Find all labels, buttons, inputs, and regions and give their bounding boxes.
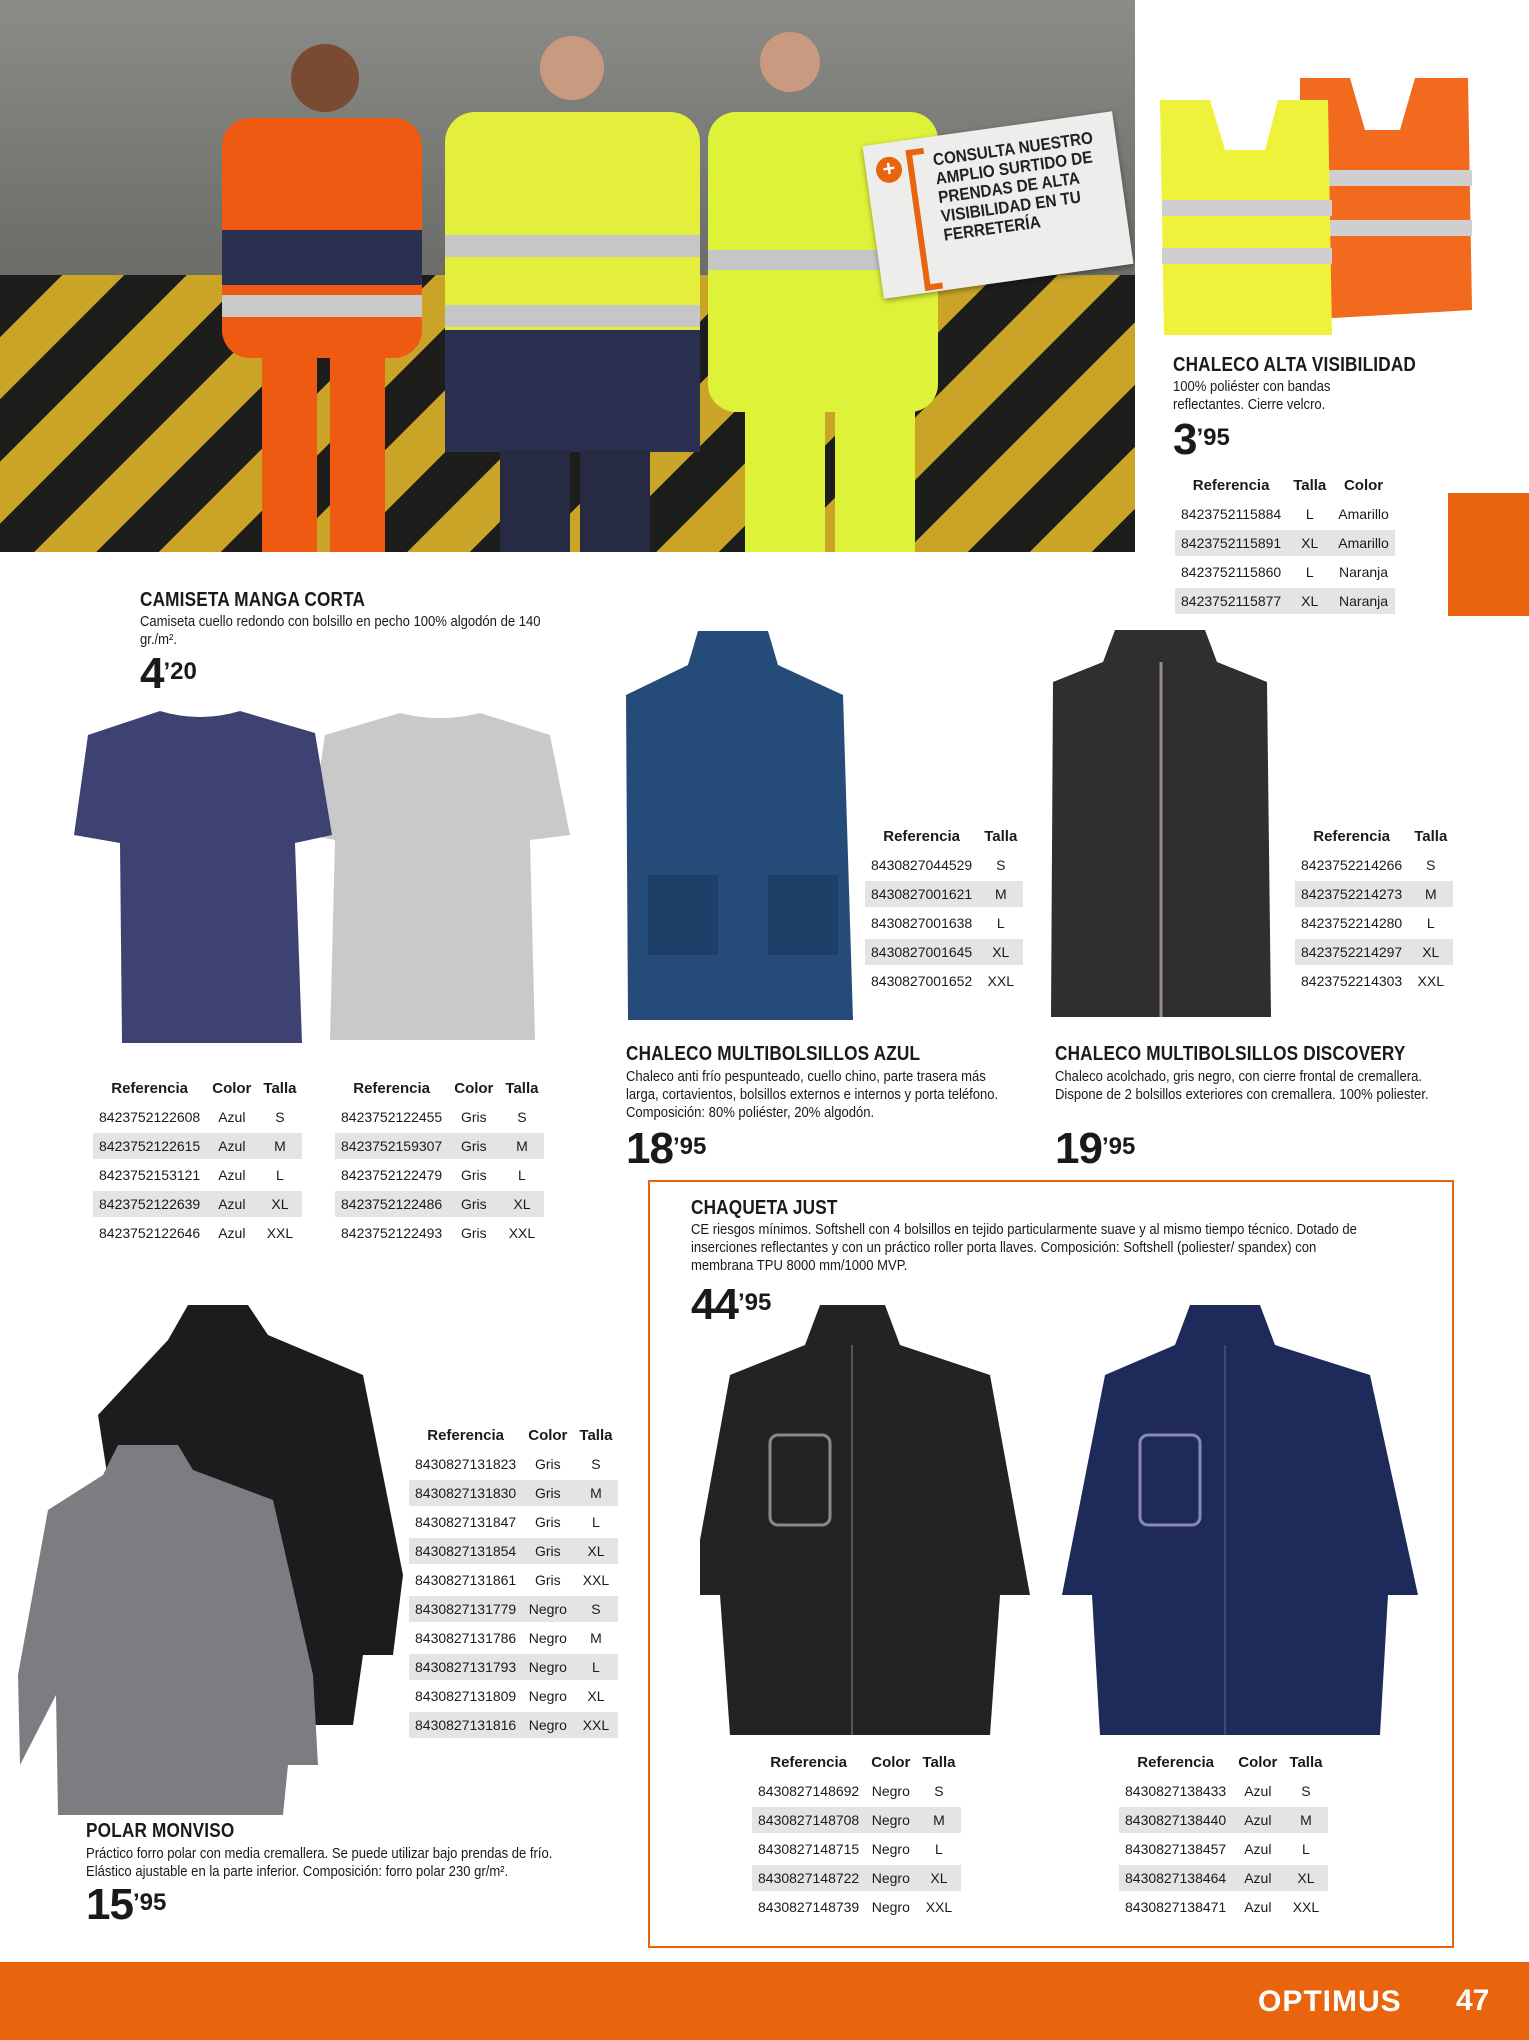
- table-cell: Naranja: [1332, 559, 1395, 585]
- table-cell: 8430827001638: [865, 910, 978, 936]
- table-cell: S: [573, 1451, 618, 1477]
- table-cell: 8430827044529: [865, 852, 978, 878]
- price-decimal: ’95: [1196, 424, 1230, 451]
- price-integer: 44: [691, 1280, 738, 1329]
- table-cell: 8430827131779: [409, 1596, 522, 1622]
- table-row: [865, 939, 1023, 965]
- chaqueta-just-title: CHAQUETA JUST: [691, 1197, 838, 1219]
- table-cell: 8423752214273: [1295, 881, 1408, 907]
- table-cell: 8423752214303: [1295, 968, 1408, 994]
- column-header: Referencia: [1192, 477, 1270, 494]
- table-cell: 8423752122455: [335, 1104, 448, 1130]
- table-cell: Azul: [206, 1133, 257, 1159]
- hero-photo: [0, 0, 1135, 552]
- table-cell: 8423752115884: [1175, 501, 1287, 527]
- table-row: [409, 1451, 618, 1477]
- table-row: [409, 1567, 618, 1593]
- table-cell: Azul: [206, 1162, 257, 1188]
- table-cell: M: [573, 1625, 618, 1651]
- column-header: Referencia: [770, 1754, 847, 1771]
- table-cell: 8430827138457: [1119, 1836, 1232, 1862]
- chaleco-azul-desc: Chaleco anti frío pespunteado, cuello chino, parte trasera más larga, cortavientos, bolsillos externos e internos y porta teléfono. Composición: 80% poliéster, 20% algodón.: [626, 1069, 999, 1121]
- table-cell: 8423752122615: [93, 1133, 206, 1159]
- plus-icon: +: [874, 155, 903, 184]
- table-cell: XL: [573, 1538, 618, 1564]
- table-cell: Gris: [448, 1133, 499, 1159]
- table-row: [335, 1104, 544, 1130]
- table-cell: 8430827131786: [409, 1625, 522, 1651]
- table-row: [865, 910, 1023, 936]
- table-cell: 8430827131809: [409, 1683, 522, 1709]
- table-cell: XXL: [978, 968, 1023, 994]
- table-cell: XL: [499, 1191, 544, 1217]
- column-header: Talla: [505, 1080, 539, 1097]
- table-cell: L: [499, 1162, 544, 1188]
- price-decimal: ’95: [132, 1889, 167, 1916]
- column-header: Referencia: [1313, 828, 1390, 845]
- price-integer: 19: [1055, 1124, 1102, 1173]
- table-cell: L: [978, 910, 1023, 936]
- chaleco-alta-table: [1175, 472, 1395, 617]
- table-cell: Azul: [1232, 1836, 1283, 1862]
- table-cell: 8430827001645: [865, 939, 978, 965]
- table-row: [409, 1596, 618, 1622]
- table-row: [1295, 910, 1453, 936]
- fleece-image: [18, 1295, 408, 1835]
- table-cell: XXL: [499, 1220, 544, 1246]
- table-cell: 8423752214280: [1295, 910, 1408, 936]
- table-cell: XXL: [1408, 968, 1453, 994]
- table-cell: Naranja: [1332, 588, 1395, 614]
- table-row: [335, 1220, 544, 1246]
- table-cell: XL: [916, 1865, 961, 1891]
- column-header: Talla: [922, 1754, 956, 1771]
- table-cell: Gris: [522, 1538, 573, 1564]
- chaleco-alta-desc: 100% poliéster con bandas reflectantes. Cierre velcro.: [1173, 379, 1331, 413]
- table-cell: XXL: [257, 1220, 302, 1246]
- table-row: [93, 1104, 302, 1130]
- column-header: Talla: [1414, 828, 1448, 845]
- table-cell: 8430827131816: [409, 1712, 522, 1738]
- chaleco-discovery-desc: Chaleco acolchado, gris negro, con cierre frontal de cremallera. Dispone de 2 bolsillos exteriores con cremallera. 100% poliester.: [1055, 1069, 1429, 1103]
- tshirts-image: [70, 705, 580, 1045]
- table-cell: L: [573, 1654, 618, 1680]
- table-cell: 8430827131830: [409, 1480, 522, 1506]
- camiseta-gris-table: [335, 1075, 544, 1249]
- table-cell: M: [1408, 881, 1453, 907]
- table-row: [335, 1191, 544, 1217]
- brand-logo: OPTIMUS: [1258, 1985, 1402, 2018]
- chaleco-azul-title: CHALECO MULTIBOLSILLOS AZUL: [626, 1043, 921, 1065]
- table-cell: 8423752122608: [93, 1104, 206, 1130]
- table-row: [752, 1807, 961, 1833]
- table-cell: Azul: [206, 1104, 257, 1130]
- table-header: [409, 1425, 618, 1448]
- table-cell: Negro: [865, 1778, 916, 1804]
- table-header: [752, 1752, 961, 1775]
- column-header: Color: [871, 1754, 911, 1771]
- table-cell: Gris: [448, 1220, 499, 1246]
- chaqueta-azul-table: [1119, 1749, 1328, 1923]
- table-cell: 8423752153121: [93, 1162, 206, 1188]
- table-cell: M: [1283, 1807, 1328, 1833]
- table-row: [1175, 501, 1395, 527]
- table-cell: XL: [257, 1191, 302, 1217]
- table-cell: 8430827138471: [1119, 1894, 1232, 1920]
- table-cell: M: [573, 1480, 618, 1506]
- table-row: [1295, 852, 1453, 878]
- table-cell: 8423752115860: [1175, 559, 1287, 585]
- table-cell: Negro: [865, 1836, 916, 1862]
- column-header: Referencia: [883, 828, 960, 845]
- column-header: Color: [1343, 477, 1384, 494]
- table-cell: 8423752122646: [93, 1220, 206, 1246]
- table-cell: XXL: [916, 1894, 961, 1920]
- footer-bar: [0, 1962, 1529, 2040]
- column-header: Color: [454, 1080, 494, 1097]
- table-cell: 8430827131823: [409, 1451, 522, 1477]
- table-cell: XXL: [573, 1712, 618, 1738]
- polar-table: [409, 1422, 618, 1741]
- camiseta-price: [140, 649, 197, 698]
- column-header: Referencia: [353, 1080, 430, 1097]
- polar-price: [86, 1880, 167, 1929]
- table-cell: S: [1408, 852, 1453, 878]
- table-cell: 8430827148722: [752, 1865, 865, 1891]
- column-header: Talla: [984, 828, 1018, 845]
- jackets-image: [700, 1295, 1430, 1745]
- table-cell: Negro: [865, 1865, 916, 1891]
- table-cell: Negro: [522, 1654, 573, 1680]
- table-cell: 8423752122486: [335, 1191, 448, 1217]
- chaleco-discovery-title: CHALECO MULTIBOLSILLOS DISCOVERY: [1055, 1043, 1406, 1065]
- table-cell: M: [499, 1133, 544, 1159]
- table-cell: Azul: [206, 1191, 257, 1217]
- table-row: [409, 1625, 618, 1651]
- chaleco-azul-table: [865, 823, 1023, 997]
- section-tab: [1448, 493, 1529, 616]
- table-cell: Negro: [522, 1712, 573, 1738]
- table-cell: 8423752159307: [335, 1133, 448, 1159]
- table-row: [1175, 530, 1395, 556]
- table-cell: 8423752115891: [1175, 530, 1287, 556]
- table-cell: 8423752122479: [335, 1162, 448, 1188]
- table-cell: Amarillo: [1332, 501, 1395, 527]
- table-cell: Negro: [522, 1596, 573, 1622]
- table-header: [1175, 475, 1395, 498]
- table-row: [93, 1162, 302, 1188]
- table-cell: S: [257, 1104, 302, 1130]
- chaleco-alta-price: [1173, 415, 1230, 464]
- table-cell: Gris: [522, 1509, 573, 1535]
- table-cell: M: [978, 881, 1023, 907]
- table-cell: L: [1283, 1836, 1328, 1862]
- table-cell: 8423752122493: [335, 1220, 448, 1246]
- price-decimal: ’95: [672, 1133, 707, 1160]
- table-cell: 8430827138440: [1119, 1807, 1232, 1833]
- table-cell: L: [1287, 501, 1332, 527]
- table-cell: L: [573, 1509, 618, 1535]
- table-cell: Azul: [1232, 1807, 1283, 1833]
- table-row: [1295, 939, 1453, 965]
- table-cell: L: [1287, 559, 1332, 585]
- price-decimal: ’20: [163, 658, 197, 685]
- column-header: Talla: [263, 1080, 297, 1097]
- promo-text: CONSULTA NUESTRO AMPLIO SURTIDO DE PRENDAS DE ALTA VISIBILIDAD EN TU FERRETERÍA: [931, 128, 1095, 245]
- table-cell: XL: [1287, 588, 1332, 614]
- column-header: Talla: [1289, 1754, 1323, 1771]
- camiseta-azul-table: [93, 1075, 302, 1249]
- table-cell: 8423752122639: [93, 1191, 206, 1217]
- price-integer: 3: [1173, 415, 1197, 464]
- table-cell: M: [916, 1807, 961, 1833]
- table-row: [752, 1836, 961, 1862]
- table-row: [865, 968, 1023, 994]
- table-row: [1295, 881, 1453, 907]
- price-integer: 4: [140, 649, 164, 698]
- table-cell: S: [499, 1104, 544, 1130]
- table-cell: 8423752115877: [1175, 588, 1287, 614]
- table-header: [93, 1078, 302, 1101]
- table-row: [752, 1778, 961, 1804]
- table-cell: 8430827148739: [752, 1894, 865, 1920]
- table-row: [93, 1220, 302, 1246]
- column-header: Color: [1238, 1754, 1278, 1771]
- column-header: Talla: [579, 1427, 613, 1444]
- price-integer: 15: [86, 1880, 133, 1929]
- table-cell: 8430827148715: [752, 1836, 865, 1862]
- polar-title: POLAR MONVISO: [86, 1820, 235, 1842]
- table-cell: Negro: [865, 1807, 916, 1833]
- table-cell: 8423752214297: [1295, 939, 1408, 965]
- table-cell: 8430827138464: [1119, 1865, 1232, 1891]
- table-cell: Gris: [448, 1104, 499, 1130]
- table-cell: XL: [573, 1683, 618, 1709]
- table-row: [752, 1894, 961, 1920]
- table-cell: S: [573, 1596, 618, 1622]
- table-row: [1119, 1836, 1328, 1862]
- table-row: [335, 1162, 544, 1188]
- camiseta-title: CAMISETA MANGA CORTA: [140, 589, 366, 611]
- table-cell: 8430827131793: [409, 1654, 522, 1680]
- table-cell: 8430827001621: [865, 881, 978, 907]
- camiseta-desc: Camiseta cuello redondo con bolsillo en pecho 100% algodón de 140 gr./m².: [140, 614, 541, 648]
- table-cell: Gris: [448, 1162, 499, 1188]
- table-row: [1119, 1865, 1328, 1891]
- table-cell: 8430827131854: [409, 1538, 522, 1564]
- table-cell: 8430827148708: [752, 1807, 865, 1833]
- table-cell: Gris: [522, 1480, 573, 1506]
- table-cell: Azul: [1232, 1865, 1283, 1891]
- table-header: [1295, 826, 1453, 849]
- vest-blue-image: [618, 625, 858, 1025]
- table-cell: Gris: [522, 1451, 573, 1477]
- table-row: [1119, 1894, 1328, 1920]
- page-number: 47: [1456, 1984, 1490, 2017]
- table-row: [409, 1654, 618, 1680]
- table-cell: XL: [1408, 939, 1453, 965]
- table-cell: Azul: [206, 1220, 257, 1246]
- table-cell: 8430827131847: [409, 1509, 522, 1535]
- table-row: [1295, 968, 1453, 994]
- table-row: [335, 1133, 544, 1159]
- column-header: Referencia: [111, 1080, 188, 1097]
- chaqueta-just-desc: CE riesgos mínimos. Softshell con 4 bolsillos en tejido particularmente suave y al mismo tiempo técnico. Dotado de inserciones reflectantes y con un práctico roller porta llaves. Composición: Softshell (poliester/ spandex) con membrana TPU 8000 mm/1000 MVP.: [691, 1222, 1357, 1274]
- table-cell: L: [1408, 910, 1453, 936]
- column-header: Color: [528, 1427, 568, 1444]
- table-cell: 8423752214266: [1295, 852, 1408, 878]
- table-cell: XXL: [573, 1567, 618, 1593]
- table-cell: Negro: [865, 1894, 916, 1920]
- table-row: [1175, 588, 1395, 614]
- table-row: [1119, 1778, 1328, 1804]
- table-cell: Amarillo: [1332, 530, 1395, 556]
- table-cell: XL: [1283, 1865, 1328, 1891]
- table-cell: L: [257, 1162, 302, 1188]
- table-cell: M: [257, 1133, 302, 1159]
- vest-hi-vis-image: [1150, 70, 1480, 350]
- table-header: [865, 826, 1023, 849]
- table-row: [1119, 1807, 1328, 1833]
- table-cell: 8430827001652: [865, 968, 978, 994]
- table-cell: L: [916, 1836, 961, 1862]
- table-cell: Azul: [1232, 1778, 1283, 1804]
- table-row: [409, 1683, 618, 1709]
- table-row: [93, 1133, 302, 1159]
- table-cell: Negro: [522, 1683, 573, 1709]
- table-row: [409, 1509, 618, 1535]
- table-row: [409, 1712, 618, 1738]
- table-cell: S: [978, 852, 1023, 878]
- table-cell: XL: [1287, 530, 1332, 556]
- chaleco-discovery-price: [1055, 1124, 1136, 1173]
- table-cell: 8430827138433: [1119, 1778, 1232, 1804]
- table-cell: XL: [978, 939, 1023, 965]
- chaleco-alta-title: CHALECO ALTA VISIBILIDAD: [1173, 354, 1417, 376]
- table-row: [865, 852, 1023, 878]
- column-header: Referencia: [427, 1427, 504, 1444]
- column-header: Talla: [1293, 477, 1327, 494]
- price-integer: 18: [626, 1124, 673, 1173]
- table-header: [335, 1078, 544, 1101]
- table-cell: Gris: [448, 1191, 499, 1217]
- column-header: Color: [212, 1080, 252, 1097]
- column-header: Referencia: [1137, 1754, 1214, 1771]
- table-cell: S: [1283, 1778, 1328, 1804]
- chaleco-discovery-table: [1295, 823, 1453, 997]
- table-header: [1119, 1752, 1328, 1775]
- chaqueta-negro-table: [752, 1749, 961, 1923]
- table-row: [409, 1538, 618, 1564]
- price-decimal: ’95: [1101, 1133, 1136, 1160]
- table-row: [1175, 559, 1395, 585]
- table-cell: 8430827131861: [409, 1567, 522, 1593]
- table-cell: Negro: [522, 1625, 573, 1651]
- table-cell: Gris: [522, 1567, 573, 1593]
- table-row: [752, 1865, 961, 1891]
- table-row: [865, 881, 1023, 907]
- table-cell: 8430827148692: [752, 1778, 865, 1804]
- table-row: [409, 1480, 618, 1506]
- table-cell: S: [916, 1778, 961, 1804]
- price-decimal: ’95: [737, 1289, 772, 1316]
- polar-desc: Práctico forro polar con media cremallera. Se puede utilizar bajo prendas de frío. Elástico ajustable en la parte inferior. Composición: forro polar 230 gr/m².: [86, 1846, 553, 1880]
- vest-discovery-image: [1045, 622, 1275, 1022]
- table-cell: XXL: [1283, 1894, 1328, 1920]
- table-row: [93, 1191, 302, 1217]
- chaleco-azul-price: [626, 1124, 707, 1173]
- table-cell: Azul: [1232, 1894, 1283, 1920]
